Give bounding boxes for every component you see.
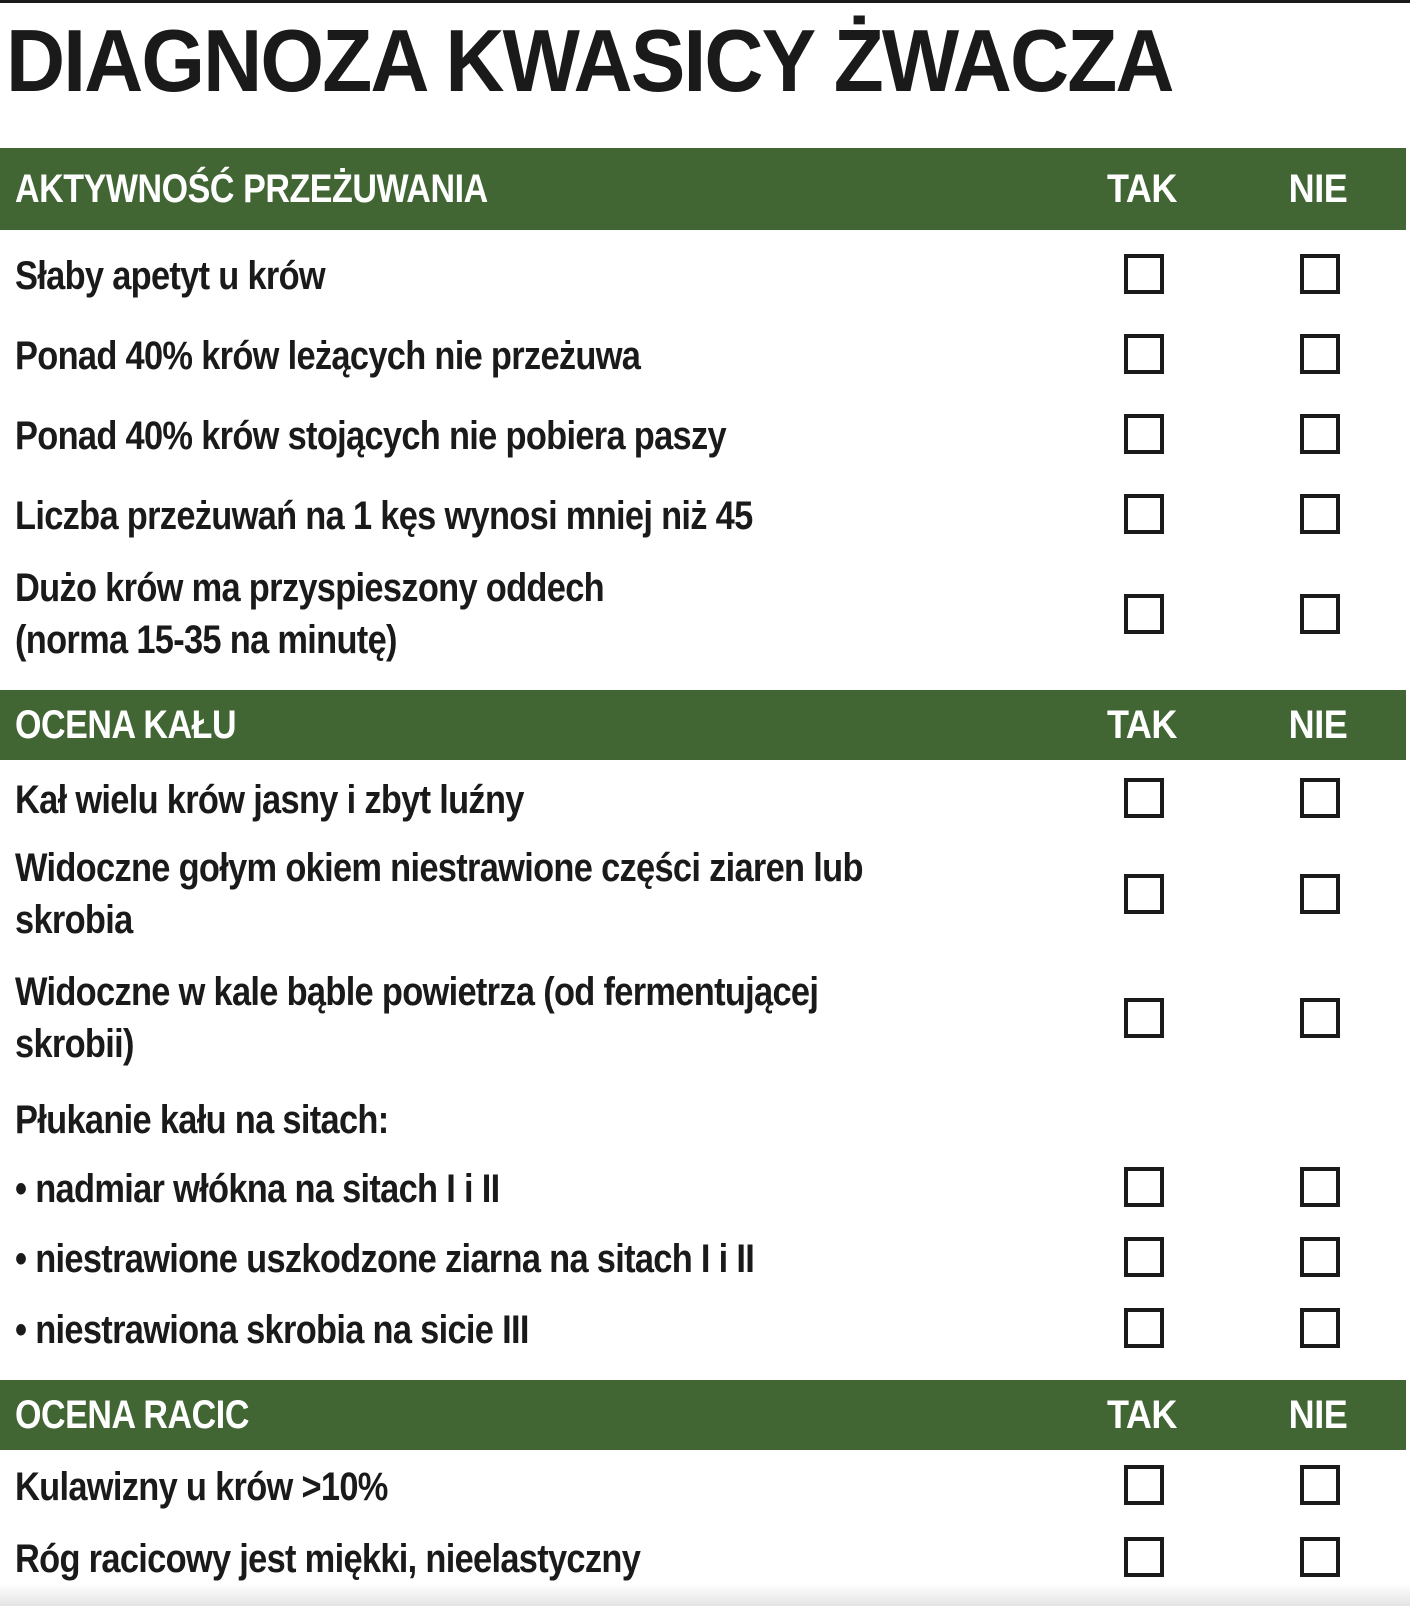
row-label: Widoczne w kale bąble powietrza (od fermentującej skrobii) bbox=[15, 970, 819, 1066]
row-label: • nadmiar włókna na sitach I i II bbox=[15, 1167, 500, 1211]
yes-checkbox[interactable] bbox=[1124, 254, 1164, 294]
row-label: Widoczne gołym okiem niestrawione części ziaren lub skrobia bbox=[15, 846, 863, 942]
checklist-row bbox=[0, 840, 1406, 948]
section-header-chewing bbox=[0, 148, 1406, 230]
top-rule bbox=[0, 0, 1410, 3]
section-header-hooves bbox=[0, 1380, 1406, 1450]
section-title: AKTYWNOŚĆ PRZEŻUWANIA bbox=[15, 166, 488, 211]
checklist-row bbox=[0, 1226, 1406, 1292]
yes-checkbox[interactable] bbox=[1124, 1537, 1164, 1577]
yes-checkbox[interactable] bbox=[1124, 334, 1164, 374]
row-label: Ponad 40% krów stojących nie pobiera paszy bbox=[15, 414, 726, 458]
row-label: Kał wielu krów jasny i zbyt luźny bbox=[15, 778, 524, 822]
column-header-no: NIE bbox=[1288, 1392, 1348, 1437]
yes-checkbox[interactable] bbox=[1124, 874, 1164, 914]
yes-checkbox[interactable] bbox=[1124, 1465, 1164, 1505]
no-checkbox[interactable] bbox=[1300, 1537, 1340, 1577]
section-header-feces bbox=[0, 690, 1406, 760]
checklist-row bbox=[0, 764, 1406, 836]
row-label: Kulawizny u krów >10% bbox=[15, 1465, 388, 1509]
no-checkbox[interactable] bbox=[1300, 778, 1340, 818]
no-checkbox[interactable] bbox=[1300, 1167, 1340, 1207]
checklist-row bbox=[0, 560, 1406, 668]
no-checkbox[interactable] bbox=[1300, 998, 1340, 1038]
row-label: Ponad 40% krów leżących nie przeżuwa bbox=[15, 334, 641, 378]
checklist-row bbox=[0, 1452, 1406, 1522]
yes-checkbox[interactable] bbox=[1124, 998, 1164, 1038]
no-checkbox[interactable] bbox=[1300, 254, 1340, 294]
checklist-row bbox=[0, 240, 1406, 312]
checklist-row bbox=[0, 1297, 1406, 1363]
no-checkbox[interactable] bbox=[1300, 334, 1340, 374]
yes-checkbox[interactable] bbox=[1124, 1167, 1164, 1207]
row-label: • niestrawione uszkodzone ziarna na sitach I i II bbox=[15, 1237, 755, 1281]
checklist-subheading bbox=[0, 1085, 1406, 1155]
checklist-row bbox=[0, 1156, 1406, 1222]
row-label: Róg racicowy jest miękki, nieelastyczny bbox=[15, 1537, 641, 1581]
row-label: • niestrawiona skrobia na sicie III bbox=[15, 1308, 529, 1352]
checklist-row bbox=[0, 400, 1406, 472]
column-header-yes: TAK bbox=[1107, 702, 1177, 747]
no-checkbox[interactable] bbox=[1300, 1308, 1340, 1348]
section-title: OCENA RACIC bbox=[15, 1392, 249, 1437]
row-label: Dużo krów ma przyspieszony oddech (norma 15-35 na minutę) bbox=[15, 566, 604, 662]
yes-checkbox[interactable] bbox=[1124, 778, 1164, 818]
column-header-yes: TAK bbox=[1107, 1392, 1177, 1437]
checklist-row bbox=[0, 320, 1406, 392]
column-header-no: NIE bbox=[1288, 166, 1348, 211]
row-label: Liczba przeżuwań na 1 kęs wynosi mniej niż 45 bbox=[15, 494, 753, 538]
checklist-row bbox=[0, 480, 1406, 552]
no-checkbox[interactable] bbox=[1300, 1237, 1340, 1277]
bottom-edge-shadow bbox=[0, 1584, 1410, 1606]
yes-checkbox[interactable] bbox=[1124, 1308, 1164, 1348]
row-label: Płukanie kału na sitach: bbox=[15, 1098, 389, 1142]
column-header-no: NIE bbox=[1288, 702, 1348, 747]
yes-checkbox[interactable] bbox=[1124, 1237, 1164, 1277]
no-checkbox[interactable] bbox=[1300, 874, 1340, 914]
checklist-row bbox=[0, 964, 1406, 1072]
no-checkbox[interactable] bbox=[1300, 414, 1340, 454]
no-checkbox[interactable] bbox=[1300, 1465, 1340, 1505]
page-title: DIAGNOZA KWASICY ŻWACZA bbox=[6, 11, 1173, 110]
yes-checkbox[interactable] bbox=[1124, 414, 1164, 454]
no-checkbox[interactable] bbox=[1300, 594, 1340, 634]
section-title: OCENA KAŁU bbox=[15, 702, 237, 747]
no-checkbox[interactable] bbox=[1300, 494, 1340, 534]
row-label: Słaby apetyt u krów bbox=[15, 254, 326, 298]
yes-checkbox[interactable] bbox=[1124, 494, 1164, 534]
yes-checkbox[interactable] bbox=[1124, 594, 1164, 634]
column-header-yes: TAK bbox=[1107, 166, 1177, 211]
